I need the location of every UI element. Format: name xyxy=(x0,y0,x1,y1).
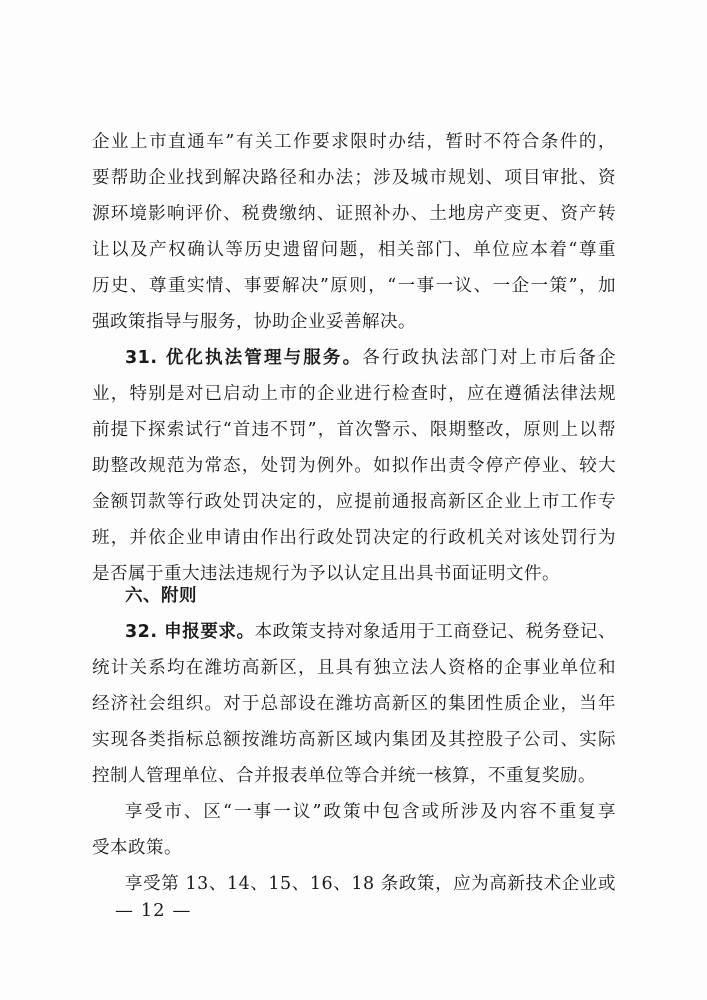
text-line: 受本政策。 xyxy=(92,838,182,858)
text-line: 让以及产权确认等历史遗留问题，相关部门、单位应本着“尊重 xyxy=(92,240,616,260)
text-line: 源环境影响评价、税费缴纳、证照补办、土地房产变更、资产转 xyxy=(92,204,616,224)
text-line: 实现各类指标总额按潍坊高新区域内集团及其控股子公司、实际 xyxy=(92,730,616,750)
text-line: 享受市、区“一事一议”政策中包含或所涉及内容不重复享 xyxy=(125,802,616,822)
text-line: 是否属于重大违法违规行为予以认定且出具书面证明文件。 xyxy=(92,564,560,584)
text-line: 班，并依企业申请由作出行政处罚决定的行政机关对该处罚行为 xyxy=(92,528,616,548)
text-line: 金额罚款等行政处罚决定的，应提前通报高新区企业上市工作专 xyxy=(92,492,616,512)
text-line: 经济社会组织。对于总部设在潍坊高新区的集团性质企业，当年 xyxy=(92,694,616,714)
text-line: 企业上市直通车”有关工作要求限时办结，暂时不符合条件的， xyxy=(92,132,616,152)
text-line: 前提下探索试行“首违不罚”，首次警示、限期整改，原则上以帮 xyxy=(92,420,616,440)
item-32-text: 本政策支持对象适用于工商登记、税务登记、 xyxy=(254,622,617,642)
text-line: 享受第 13、14、15、16、18 条政策，应为高新技术企业或 xyxy=(125,874,616,894)
item-32-first-line xyxy=(125,618,616,646)
item-32-lead: 32. 申报要求。 xyxy=(125,622,255,642)
text-line: 历史、尊重实情、事要解决”原则，“一事一议、一企一策”，加 xyxy=(92,276,616,296)
item-31-text: 各行政执法部门对上市后备企 xyxy=(362,348,617,368)
text-line: 要帮助企业找到解决路径和办法；涉及城市规划、项目审批、资 xyxy=(92,168,616,188)
text-line: 业，特别是对已启动上市的企业进行检查时，应在遵循法律法规 xyxy=(92,384,616,404)
text-line: 强政策指导与服务，协助企业妥善解决。 xyxy=(92,312,416,332)
page-number: — 12 — xyxy=(115,900,192,921)
section-heading: 六、附则 xyxy=(125,586,197,606)
item-31-lead: 31. 优化执法管理与服务。 xyxy=(125,348,363,368)
text-line: 助整改规范为常态，处罚为例外。如拟作出责令停产停业、较大 xyxy=(92,456,616,476)
text-line: 统计关系均在潍坊高新区，且具有独立法人资格的企事业单位和 xyxy=(92,658,616,678)
text-line: 控制人管理单位、合并报表单位等合并统一核算，不重复奖励。 xyxy=(92,766,596,786)
item-31-first-line xyxy=(125,344,616,372)
